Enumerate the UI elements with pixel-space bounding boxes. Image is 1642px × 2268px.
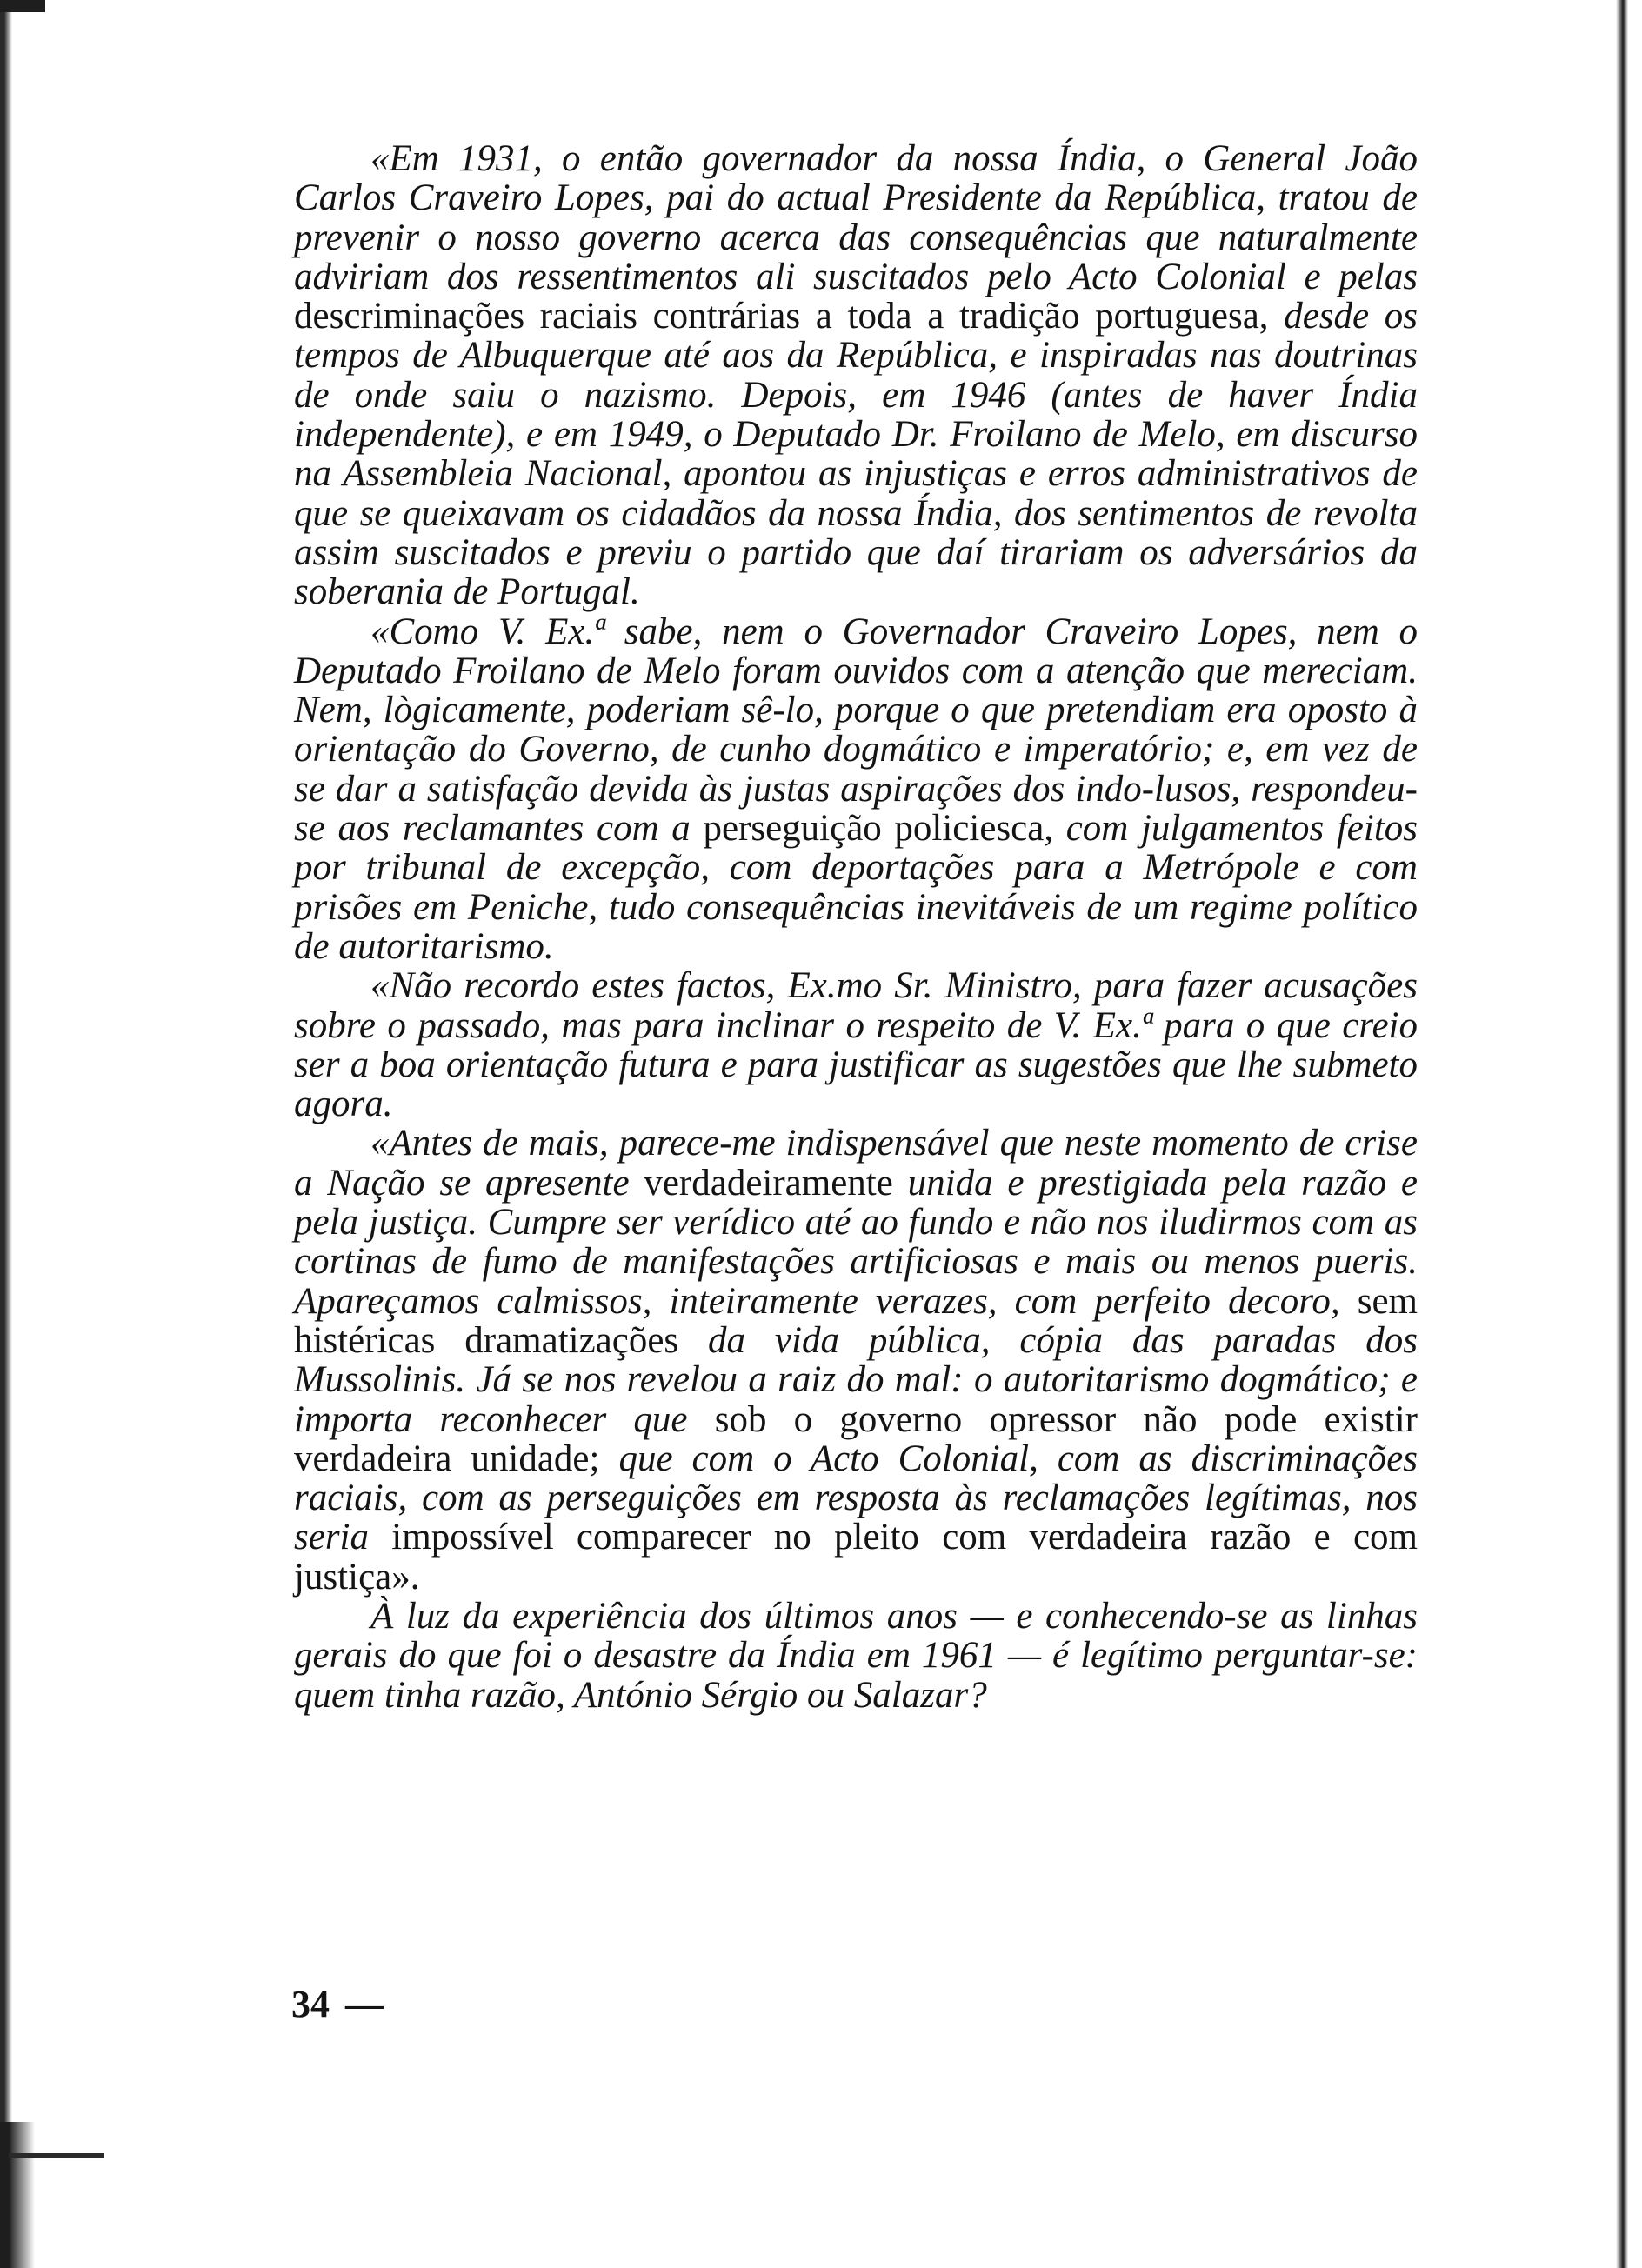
text-run-roman: perseguição policiesca, <box>703 808 1066 850</box>
text-run: com julgamentos feitos por tribunal de excepção, com deportações para a Metrópole e com prisões em Peniche, tudo consequências inevitáveis de um regime político de autoritarismo. <box>294 808 1418 967</box>
text-run: que com o Acto Colonial, com as discriminações raciais, com as perseguições em resposta às reclamações legítimas, nos seria <box>294 1438 1418 1558</box>
scan-top-corner-mark <box>0 0 45 12</box>
paragraph-4 <box>294 1124 1418 1597</box>
page-footer <box>291 1983 384 2026</box>
text-run-roman: verdadeiramente <box>644 1162 908 1204</box>
text-run: «Não recordo estes factos, Ex.mo Sr. Ministro, para fazer acusações sobre o passado, mas para inclinar o respeito de V. Ex.ª para o que creio ser a boa orientação futura e para justificar as sugestões que lhe submeto agora. <box>294 965 1418 1125</box>
text-run-roman: sem histéricas dramatizações <box>294 1280 1418 1361</box>
text-run: «Em 1931, o então governador da nossa Índia, o General João Carlos Craveiro Lopes, pai do actual Presidente da República, tratou de prevenir o nosso governo acerca das consequências que naturalmente adviriam dos ressentimentos ali suscitados pelo Acto Colonial e pelas <box>294 138 1418 297</box>
paragraph-2 <box>294 612 1418 967</box>
text-run: À luz da experiência dos últimos anos — e conhecendo-se as linhas gerais do que foi o desastre da Índia em 1961 — é legítimo perguntar-se: quem tinha razão, António Sérgio ou Salazar? <box>294 1595 1418 1716</box>
paragraph-1 <box>294 139 1418 612</box>
text-run-roman: impossível comparecer no pleito com verdadeira razão e com justiça». <box>294 1517 1418 1598</box>
text-run: «Como V. Ex.ª sabe, nem o Governador Craveiro Lopes, nem o Deputado Froilano de Melo foram ouvidos com a atenção que mereciam. Nem, lògicamente, poderiam sê-lo, porque o que pretendiam era oposto à orientação do Governo, de cunho dogmático e imperatório; e, em vez de se dar a satisfação devida às justas aspirações dos indo-lusos, respondeu-se aos reclamantes com a <box>294 610 1418 850</box>
page-number-dash: — <box>345 1983 384 2025</box>
text-run-roman: descriminações raciais contrárias a toda a tradição portuguesa, <box>294 296 1285 337</box>
text-run-roman: sob o governo opressor não pode existir verdadeira unidade; <box>294 1398 1418 1479</box>
scan-bottom-corner-mark <box>0 2122 35 2268</box>
paragraph-3 <box>294 966 1418 1124</box>
scan-right-edge <box>1616 0 1628 2268</box>
text-run: «Antes de mais, parece-me indispensável que neste momento de crise a Nação se apresente <box>294 1123 1418 1204</box>
scan-left-edge <box>0 0 12 2268</box>
page-body <box>294 139 1418 1715</box>
text-run: da vida pública, cópia das paradas dos Mussolinis. Já se nos revelou a raiz do mal: o autoritarismo dogmático; e importa reconhecer que <box>294 1319 1418 1440</box>
page-number: 34 <box>291 1983 330 2025</box>
text-run: unida e prestigiada pela razão e pela justiça. Cumpre ser verídico até ao fundo e não nos iludirmos com as cortinas de fumo de manifestações artificiosas e mais ou menos pueris. Apareçamos calmissos, inteiramente verazes, com perfeito decoro, <box>294 1162 1418 1322</box>
paragraph-5 <box>294 1597 1418 1715</box>
text-run: desde os tempos de Albuquerque até aos da República, e inspiradas nas doutrinas de onde saiu o nazismo. Depois, em 1946 (antes de haver Índia independente), e em 1949, o Deputado Dr. Froilano de Melo, em discurso na Assembleia Nacional, apontou as injustiças e erros administrativos de que se queixavam os cidadãos da nossa Índia, dos sentimentos de revolta assim suscitados e previu o partido que daí tirariam os adversários da soberania de Portugal. <box>294 296 1418 613</box>
